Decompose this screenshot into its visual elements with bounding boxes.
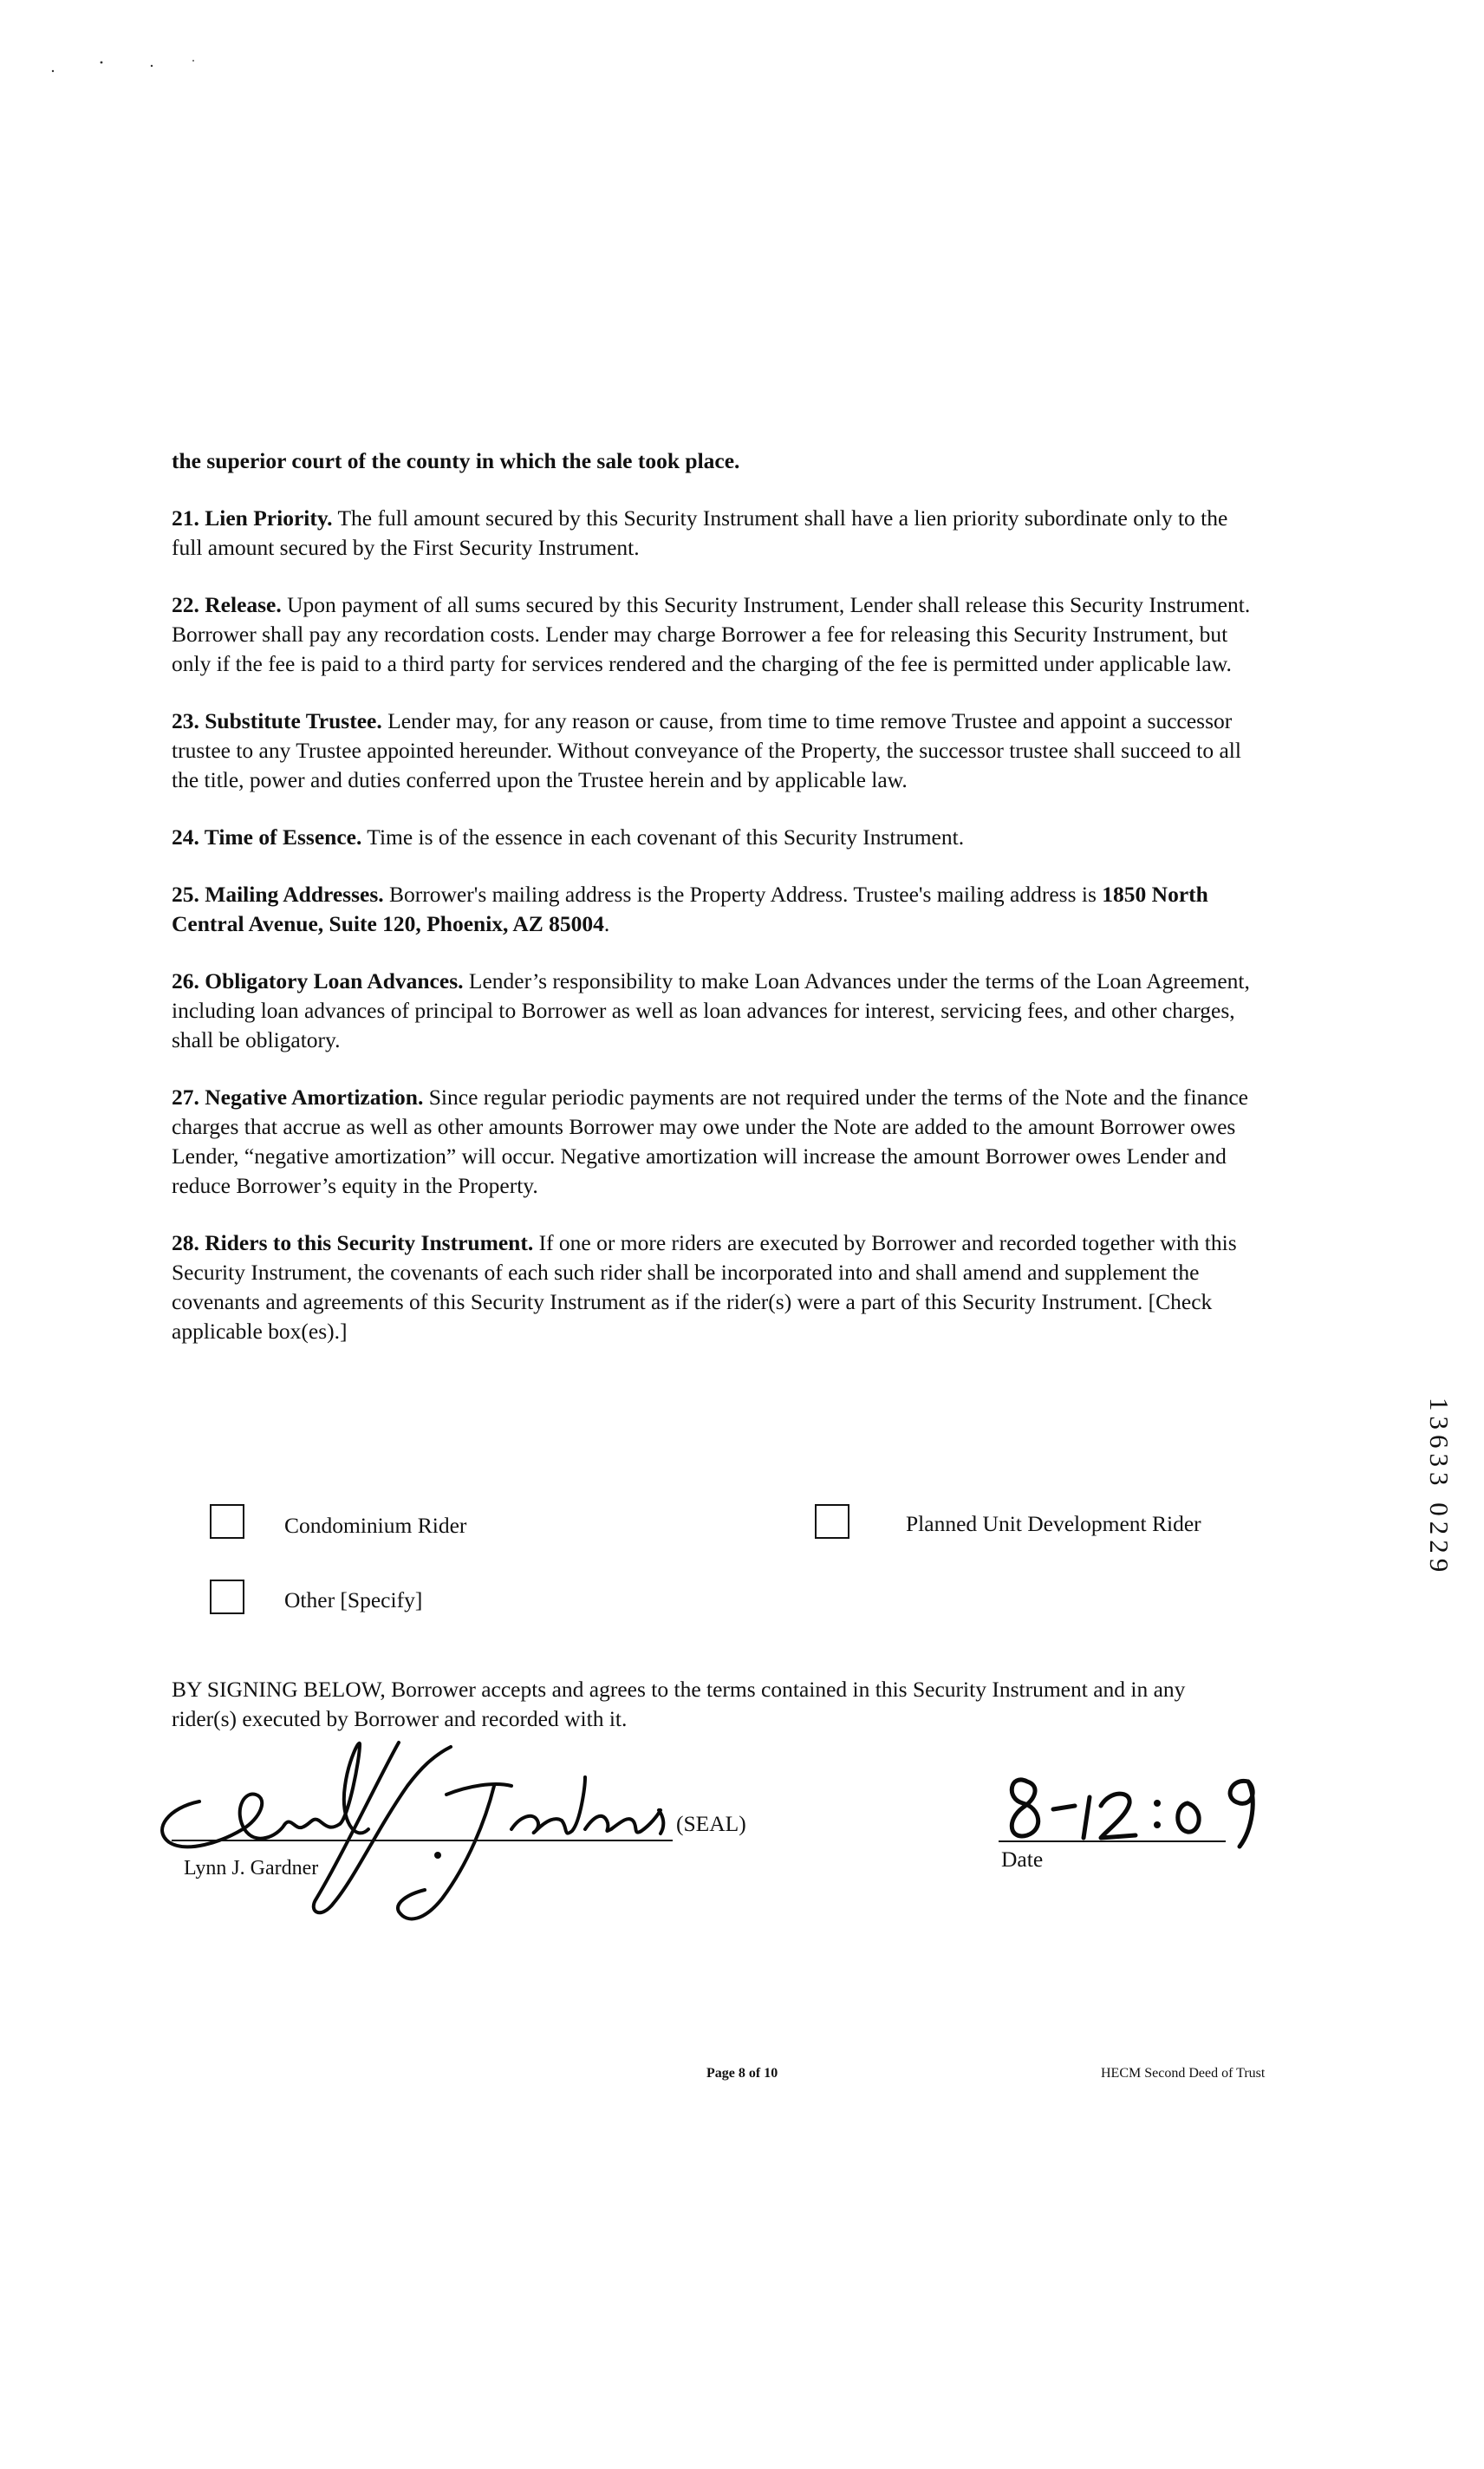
- condominium-rider-label: Condominium Rider: [284, 1513, 467, 1538]
- handwritten-date: [993, 1756, 1279, 1851]
- section-heading: 23. Substitute Trustee.: [172, 708, 382, 733]
- section-heading: 25. Mailing Addresses.: [172, 882, 384, 907]
- signing-statement: BY SIGNING BELOW, Borrower accepts and agrees to the terms contained in this Security Instrument and in any rider(s) executed by Borrower and recorded with it.: [172, 1677, 1186, 1731]
- section-heading: 28. Riders to this Security Instrument.: [172, 1230, 534, 1255]
- form-title: HECM Second Deed of Trust: [1101, 2066, 1266, 2081]
- section-text: Time is of the essence in each covenant of this Security Instrument.: [361, 824, 965, 850]
- section-24: [172, 823, 1255, 852]
- scan-specks: [48, 54, 212, 80]
- section-heading: 27. Negative Amortization.: [172, 1085, 424, 1110]
- section-text: Borrower's mailing address is the Property Address. Trustee's mailing address is: [383, 882, 1103, 907]
- section-26: [172, 967, 1255, 1055]
- section-heading: 26. Obligatory Loan Advances.: [172, 968, 464, 993]
- section-heading: 24. Time of Essence.: [172, 824, 362, 850]
- section-heading: 22. Release.: [172, 592, 282, 617]
- signature-line: [172, 1840, 673, 1841]
- section-22: [172, 590, 1255, 679]
- recording-number: 13633 0229: [1424, 1397, 1455, 1578]
- condominium-rider-checkbox[interactable]: [210, 1504, 244, 1539]
- date-label: Date: [1001, 1847, 1044, 1872]
- date-line: [999, 1840, 1226, 1842]
- section-text: Lender may, for any reason or cause, from time to time remove Trustee and appoint a successor trustee to any Trustee appointed hereunder. Without conveyance of the Property, the successor trustee shall succeed to all the title, power and duties conferred upon the Trustee herein and by applicable law.: [172, 708, 1241, 792]
- section-25: [172, 880, 1255, 939]
- section-text: Upon payment of all sums secured by this Security Instrument, Lender shall release this Security Instrument. Borrower shall pay any recordation costs. Lender may charge Borrower a fee for releasing this Security Instrument, but only if the fee is paid to a third party for services rendered and the charging of the fee is permitted under applicable law.: [172, 592, 1251, 676]
- trustee-address: 1850 North Central Avenue, Suite 120, Phoenix, AZ 85004: [172, 882, 1208, 936]
- other-rider-checkbox[interactable]: [210, 1580, 244, 1614]
- section-27: [172, 1083, 1255, 1201]
- continuation-line: the superior court of the county in which the sale took place.: [172, 448, 740, 473]
- page-number: Page 8 of 10: [706, 2066, 778, 2081]
- recording-stamp: [1420, 1397, 1455, 1640]
- other-rider-label: Other [Specify]: [284, 1587, 423, 1612]
- section-text: The full amount secured by this Security Instrument shall have a lien priority subordinate only to the full amount secured by the First Security Instrument.: [172, 505, 1228, 560]
- section-text: If one or more riders are executed by Borrower and recorded together with this Security Instrument, the covenants of each such rider shall be incorporated into and shall amend and supplement the covenants and agreements of this Security Instrument as if the rider(s) were a part of this Security Instrument. [Check applicable box(es).]: [172, 1230, 1237, 1344]
- borrower-signature: [147, 1734, 667, 1925]
- section-text: Lender’s responsibility to make Loan Advances under the terms of the Loan Agreement, including loan advances of principal to Borrower as well as loan advances for interest, servicing fees, and other charges, shall be obligatory.: [172, 968, 1250, 1052]
- section-23: [172, 707, 1255, 795]
- section-text-tail: .: [603, 911, 610, 936]
- signer-name: Lynn J. Gardner: [184, 1857, 319, 1879]
- seal-label: (SEAL): [676, 1811, 746, 1836]
- section-heading: 21. Lien Priority.: [172, 505, 333, 531]
- section-text: Since regular periodic payments are not required under the terms of the Note and the finance charges that accrue as well as other amounts Borrower may owe under the Note are added to the amount Borrower owes Lender, “negative amortization” will occur. Negative amortization will increase the amount Borrower owes Lender and reduce Borrower’s equity in the Property.: [172, 1085, 1248, 1198]
- document-body: [172, 446, 1255, 1374]
- pud-rider-checkbox[interactable]: [815, 1504, 849, 1539]
- pud-rider-label: Planned Unit Development Rider: [906, 1511, 1201, 1536]
- section-28: [172, 1228, 1255, 1346]
- section-21: [172, 504, 1255, 563]
